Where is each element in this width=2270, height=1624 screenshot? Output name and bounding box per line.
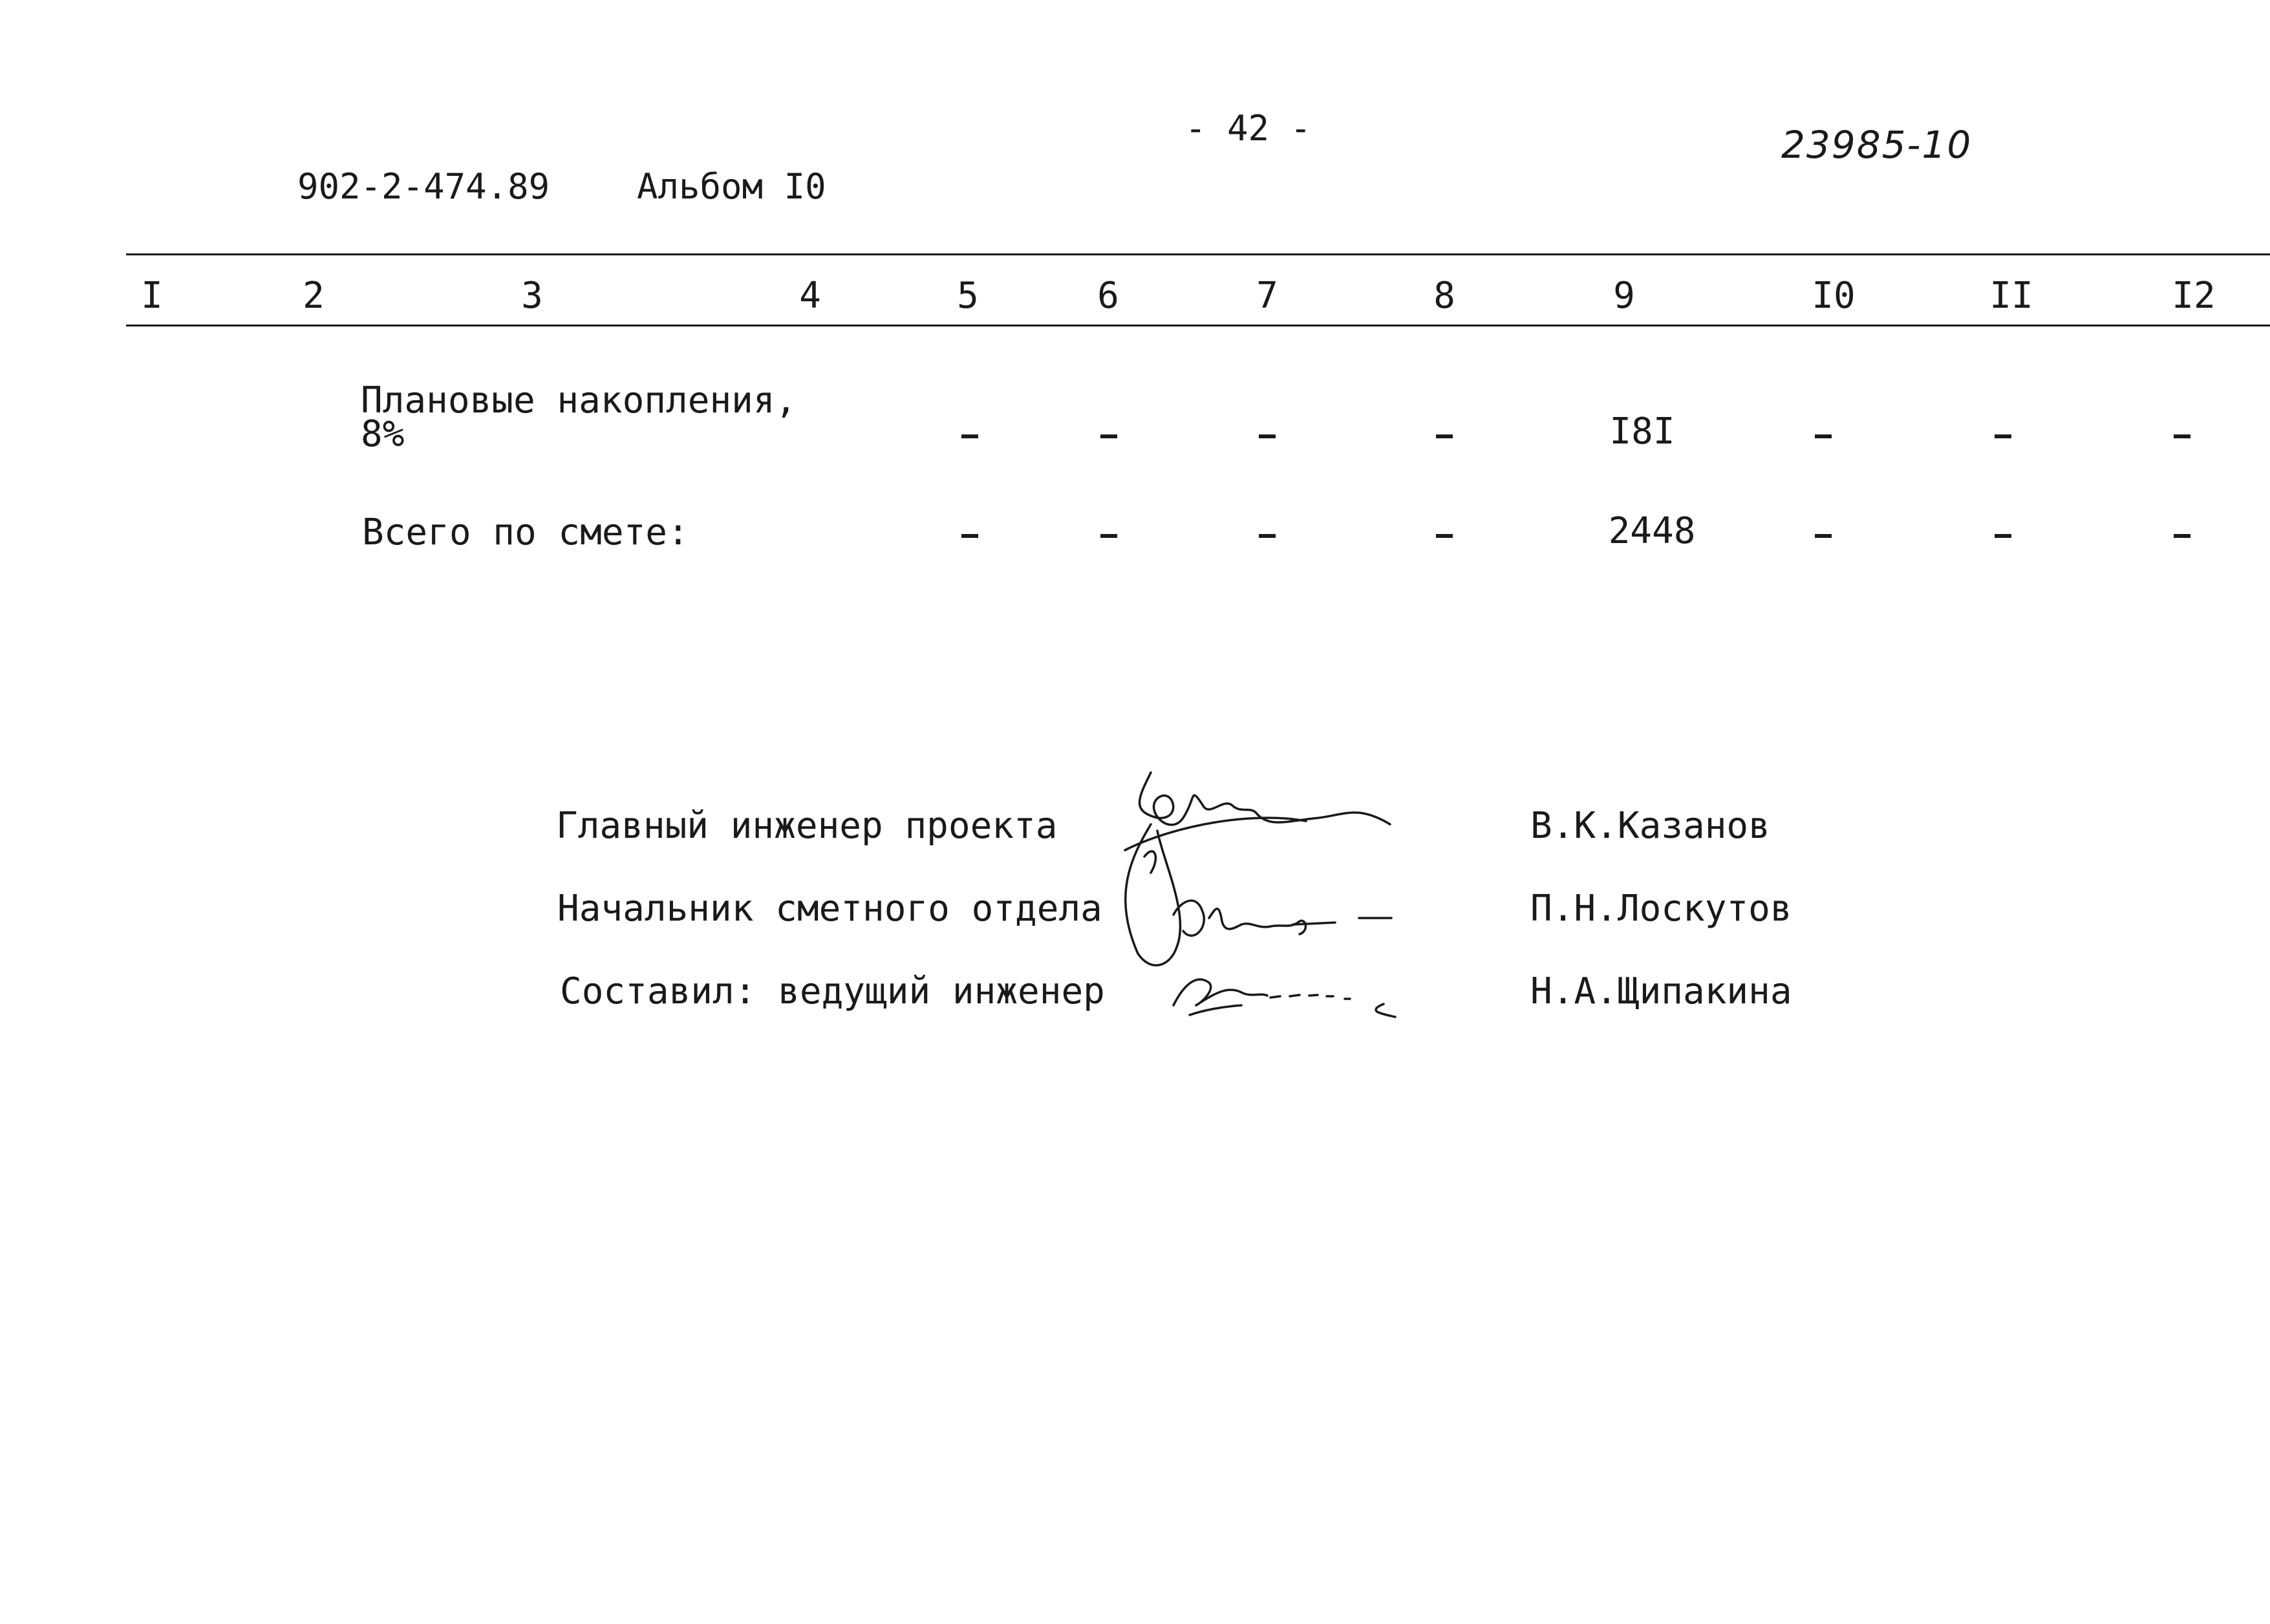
row1-col6-dash	[1100, 434, 1117, 438]
row1-col11-dash	[1995, 434, 2011, 438]
table-top-rule	[126, 253, 2270, 255]
row1-col7-dash	[1259, 434, 1276, 438]
signature-name-shchipakina: Н.А.Щипакина	[1530, 970, 1792, 1012]
column-number-11: II	[1989, 275, 2033, 317]
row1-col5-dash	[961, 434, 978, 438]
column-number-5: 5	[957, 275, 979, 317]
signature-name-loskutov: П.Н.Лоскутов	[1530, 888, 1792, 930]
column-number-8: 8	[1433, 275, 1455, 317]
row1-col10-dash	[1815, 434, 1832, 438]
row2-col10-dash	[1815, 534, 1832, 538]
column-number-10: I0	[1812, 275, 1856, 317]
column-number-3: 3	[521, 275, 543, 317]
row2-col7-dash	[1259, 534, 1276, 538]
handwritten-signatures	[1112, 760, 1474, 1031]
row1-col9-value: I8I	[1609, 411, 1675, 453]
row-planned-savings-percent: 8%	[361, 413, 405, 455]
signature-name-kazanov: В.К.Казанов	[1530, 805, 1770, 847]
signature-role-chief-engineer: Главный инженер проекта	[556, 805, 1058, 847]
row2-col8-dash	[1436, 534, 1453, 538]
row1-col12-dash	[2174, 434, 2190, 438]
document-code: 902-2-474.89	[297, 166, 550, 207]
column-number-4: 4	[799, 275, 821, 317]
column-number-1: I	[141, 275, 163, 317]
row-planned-savings-label: Плановые накопления,	[361, 379, 797, 422]
row2-col5-dash	[961, 534, 978, 538]
column-number-7: 7	[1256, 275, 1278, 317]
row2-col11-dash	[1995, 534, 2011, 538]
row-total-label: Всего по смете:	[362, 511, 689, 553]
row1-col8-dash	[1436, 434, 1453, 438]
column-number-9: 9	[1613, 275, 1635, 317]
page-number: - 42 -	[1185, 108, 1312, 149]
registration-number: 23985-10	[1781, 123, 1973, 167]
row2-col6-dash	[1100, 534, 1117, 538]
table-header-bottom-rule	[126, 325, 2270, 326]
signature-role-lead-engineer: Составил: ведущий инженер	[560, 970, 1105, 1012]
row2-col9-value: 2448	[1608, 510, 1696, 552]
column-number-6: 6	[1097, 275, 1119, 317]
row2-col12-dash	[2174, 534, 2190, 538]
column-number-2: 2	[303, 275, 325, 317]
column-number-12: I2	[2172, 275, 2216, 317]
album-label: Альбом I0	[637, 166, 826, 207]
signature-role-estimate-head: Начальник сметного отдела	[557, 888, 1102, 930]
